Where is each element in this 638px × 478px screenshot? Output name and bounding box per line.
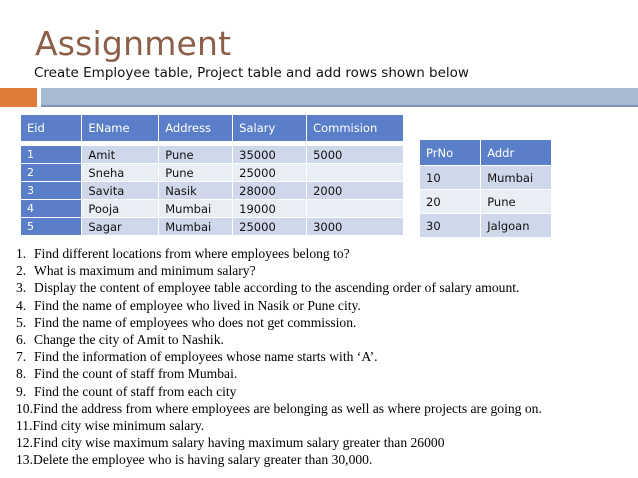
question-text: Change the city of Amit to Nashik. <box>34 332 224 348</box>
question-number: 1. <box>16 246 27 261</box>
cell-salary: 25000 <box>233 218 307 236</box>
question-list <box>16 245 542 469</box>
cell-commision: 2000 <box>307 182 404 200</box>
cell-salary: 19000 <box>233 200 307 218</box>
cell-commision: 3000 <box>307 218 404 236</box>
project-table <box>420 140 552 238</box>
cell-prno: 30 <box>420 214 481 238</box>
column-header-addr: Addr <box>481 140 552 166</box>
column-header-prno: PrNo <box>420 140 481 166</box>
banner-accent-block <box>0 88 37 107</box>
cell-address: Pune <box>159 146 233 164</box>
cell-salary: 35000 <box>233 146 307 164</box>
column-header-address: Address <box>159 115 233 142</box>
column-header-salary: Salary <box>233 115 307 142</box>
question-number: 11. <box>16 418 33 434</box>
banner-stripe <box>41 105 638 107</box>
cell-ename: Pooja <box>82 200 159 218</box>
list-item <box>16 383 542 400</box>
list-item <box>16 279 542 296</box>
question-number: 13. <box>16 452 33 468</box>
list-item <box>16 262 542 279</box>
question-text: Find the count of staff from Mumbai. <box>34 366 238 382</box>
question-number: 12. <box>16 435 33 451</box>
question-text: Find the count of staff from each city <box>34 383 237 399</box>
question-number: 8. <box>16 366 27 382</box>
cell-commision <box>307 200 404 218</box>
cell-addr: Pune <box>481 190 552 214</box>
column-header-ename: EName <box>82 115 159 142</box>
list-item <box>16 348 542 365</box>
cell-ename: Sagar <box>82 218 159 236</box>
cell-addr: Jalgoan <box>481 214 552 238</box>
cell-address: Mumbai <box>159 200 233 218</box>
cell-eid: 5 <box>21 218 82 236</box>
list-item <box>16 451 542 468</box>
slide-subtitle: Create Employee table, Project table and add rows shown below <box>34 65 469 81</box>
cell-eid: 1 <box>21 146 82 164</box>
question-text: Find different locations from where employees belong to? <box>34 246 350 261</box>
cell-ename: Amit <box>82 146 159 164</box>
column-header-commision: Commision <box>307 115 404 142</box>
question-text: Find the name of employees who does not get commission. <box>34 314 357 330</box>
cell-address: Nasik <box>159 182 233 200</box>
decorative-banner <box>0 88 638 107</box>
list-item <box>16 245 542 262</box>
cell-addr: Mumbai <box>481 166 552 190</box>
question-text: Find the address from where employees are belonging as well as where projects are going on. <box>33 400 542 416</box>
table-row <box>21 218 404 236</box>
list-item <box>16 434 542 451</box>
cell-eid: 4 <box>21 200 82 218</box>
employee-table <box>21 115 404 236</box>
list-item <box>16 331 542 348</box>
column-header-eid: Eid <box>21 115 82 142</box>
employee-table-header-row <box>21 115 404 142</box>
question-number: 10. <box>16 400 33 416</box>
cell-address: Pune <box>159 164 233 182</box>
cell-salary: 25000 <box>233 164 307 182</box>
cell-commision <box>307 164 404 182</box>
question-text: Find city wise minimum salary. <box>32 418 205 434</box>
cell-prno: 20 <box>420 190 481 214</box>
question-number: 6. <box>16 332 27 348</box>
cell-address: Mumbai <box>159 218 233 236</box>
question-text: Find city wise maximum salary having maximum salary greater than 26000 <box>33 435 445 451</box>
table-row <box>21 164 404 182</box>
table-row <box>420 214 552 238</box>
cell-prno: 10 <box>420 166 481 190</box>
table-row <box>21 182 404 200</box>
question-number: 7. <box>16 349 27 365</box>
list-item <box>16 314 542 331</box>
cell-eid: 2 <box>21 164 82 182</box>
question-text: Find the information of employees whose name starts with ‘A’. <box>34 349 378 365</box>
table-row <box>21 200 404 218</box>
cell-eid: 3 <box>21 182 82 200</box>
question-text: Find the name of employee who lived in Nasik or Pune city. <box>34 297 361 313</box>
cell-commision: 5000 <box>307 146 404 164</box>
cell-salary: 28000 <box>233 182 307 200</box>
list-item <box>16 400 542 417</box>
project-table-header-row <box>420 140 552 166</box>
question-number: 5. <box>16 314 27 330</box>
question-number: 3. <box>16 280 27 296</box>
list-item <box>16 365 542 382</box>
list-item <box>16 297 542 314</box>
table-row <box>21 146 404 164</box>
slide-title: Assignment <box>35 24 232 63</box>
cell-ename: Sneha <box>82 164 159 182</box>
list-item <box>16 417 542 434</box>
question-number: 9. <box>16 383 27 399</box>
question-text: Display the content of employee table according to the ascending order of salary amount. <box>34 280 520 296</box>
cell-ename: Savita <box>82 182 159 200</box>
question-number: 2. <box>16 263 27 279</box>
table-row <box>420 166 552 190</box>
question-text: Delete the employee who is having salary greater than 30,000. <box>33 452 373 468</box>
question-number: 4. <box>16 297 27 313</box>
question-text: What is maximum and minimum salary? <box>34 263 256 279</box>
table-row <box>420 190 552 214</box>
